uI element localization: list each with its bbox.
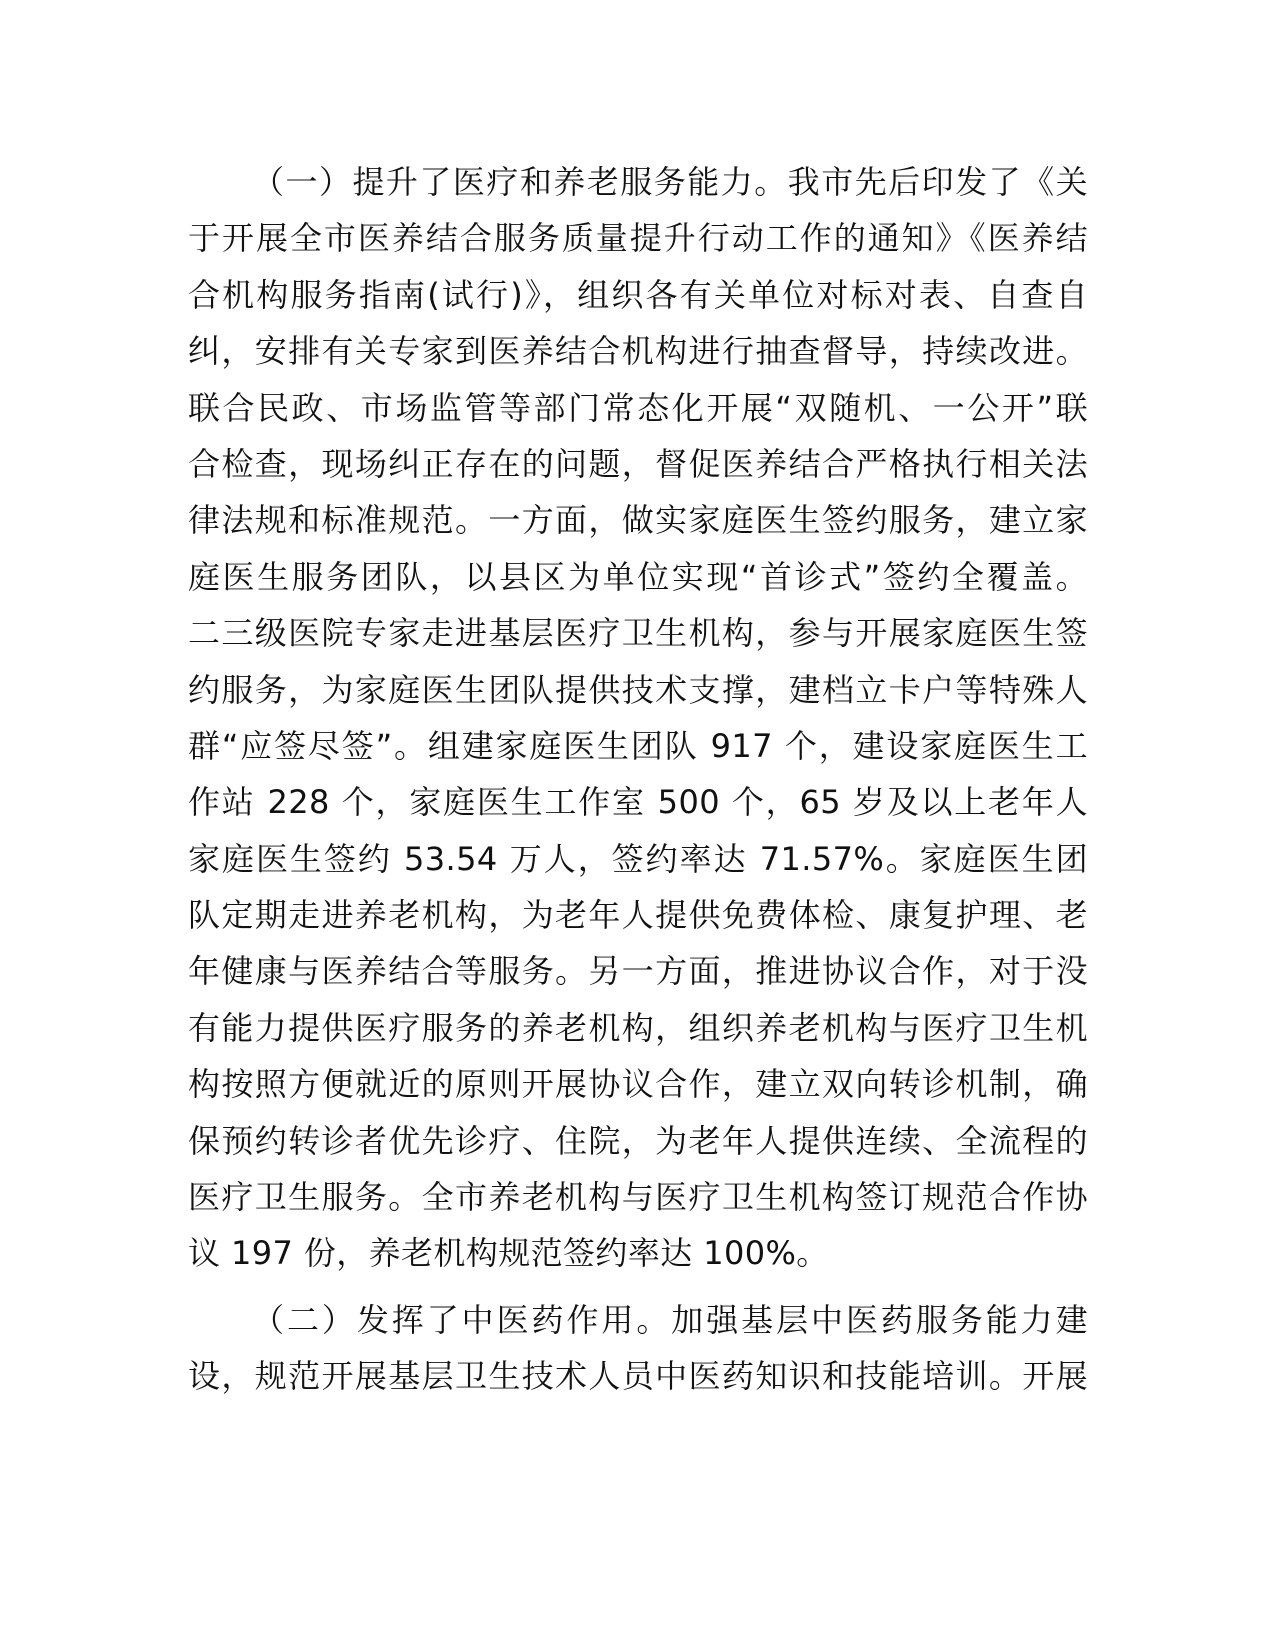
paragraph-1: [188, 154, 1088, 1282]
text-line: 有能力提供医疗服务的养老机构，组织养老机构与医疗卫生机: [188, 1008, 1088, 1047]
text-line: 联合民政、市场监管等部门常态化开展“双随机、一公开”联: [188, 388, 1088, 427]
text-line: 队定期走进养老机构，为老年人提供免费体检、康复护理、老: [188, 896, 1088, 935]
text-line: （二）发挥了中医药作用。加强基层中医药服务能力建: [252, 1300, 1088, 1339]
text-line: 群“应签尽签”。组建家庭医生团队 917 个，建设家庭医生工: [188, 726, 1088, 765]
text-line: 合机构服务指南(试行)》，组织各有关单位对标对表、自查自: [188, 275, 1088, 314]
text-line: 保预约转诊者优先诊疗、住院，为老年人提供连续、全流程的: [188, 1121, 1088, 1160]
text-line: 纠，安排有关专家到医养结合机构进行抽查督导，持续改进。: [188, 332, 1088, 371]
document-body: [188, 154, 1088, 1405]
text-line: 家庭医生签约 53.54 万人，签约率达 71.57%。家庭医生团: [188, 839, 1088, 878]
text-line: （一）提升了医疗和养老服务能力。我市先后印发了《关: [252, 163, 1088, 201]
text-line: 议 197 份，养老机构规范签约率达 100%。: [188, 1234, 829, 1273]
text-line: 合检查，现场纠正存在的问题，督促医养结合严格执行相关法: [188, 444, 1088, 483]
text-line: 律法规和标准规范。一方面，做实家庭医生签约服务，建立家: [188, 501, 1088, 540]
text-line: 构按照方便就近的原则开展协议合作，建立双向转诊机制，确: [188, 1065, 1088, 1104]
text-line: 二三级医院专家走进基层医疗卫生机构，参与开展家庭医生签: [188, 614, 1088, 653]
text-line: 于开展全市医养结合服务质量提升行动工作的通知》《医养结: [188, 219, 1088, 258]
paragraph-2: [188, 1292, 1088, 1405]
text-line: 年健康与医养结合等服务。另一方面，推进协议合作，对于没: [188, 952, 1088, 991]
text-line: 庭医生服务团队，以县区为单位实现“首诊式”签约全覆盖。: [188, 557, 1088, 596]
text-line: 约服务，为家庭医生团队提供技术支撑，建档立卡户等特殊人: [188, 670, 1088, 709]
text-line: 作站 228 个，家庭医生工作室 500 个，65 岁及以上老年人: [188, 783, 1088, 822]
text-line: 医疗卫生服务。全市养老机构与医疗卫生机构签订规范合作协: [188, 1178, 1088, 1217]
text-line: 设，规范开展基层卫生技术人员中医药知识和技能培训。开展: [188, 1357, 1088, 1396]
